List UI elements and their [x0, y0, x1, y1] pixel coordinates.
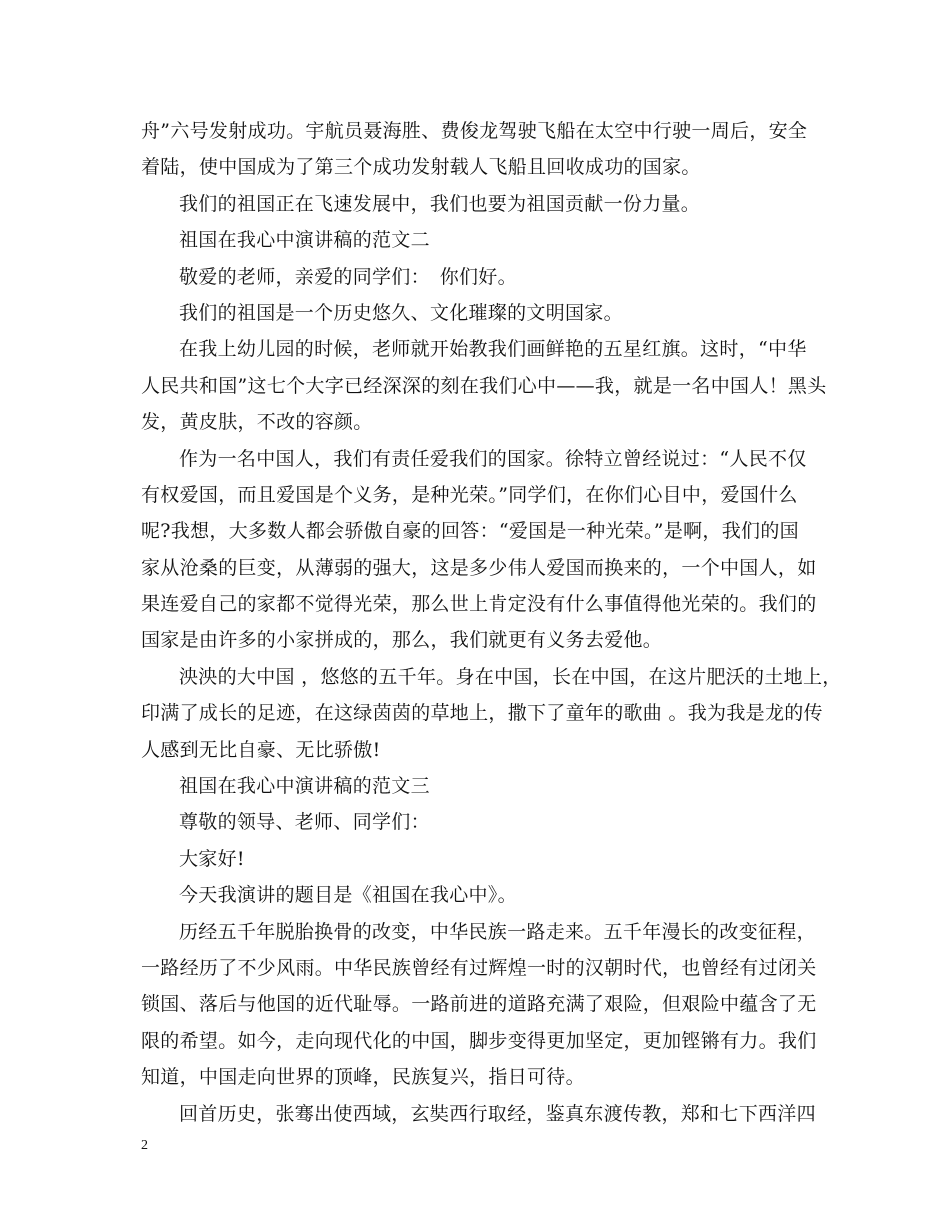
- text-line: 作为一名中国人，我们有责任爱我们的国家。徐特立曾经说过：“人民不仅: [179, 447, 807, 470]
- text-line: 人感到无比自豪、无比骄傲!: [141, 738, 381, 761]
- text-line: 我们的祖国是一个历史悠久、文化璀璨的文明国家。: [179, 301, 623, 324]
- text-line: 国家是由许多的小家拼成的，那么，我们就更有义务去爱他。: [141, 629, 663, 652]
- text-line: 回首历史，张骞出使西域，玄奘西行取经，鉴真东渡传教，郑和七下西洋四: [179, 1102, 816, 1125]
- text-line: 发，黄皮肤，不改的容颜。: [141, 411, 373, 434]
- text-line: 尊敬的领导、老师、同学们：: [179, 811, 430, 834]
- section-heading: 祖国在我心中演讲稿的范文二: [179, 229, 430, 252]
- text-line: 印满了成长的足迹，在这绿茵茵的草地上，撒下了童年的歌曲 。我为我是龙的传: [141, 702, 823, 725]
- text-line: 限的希望。如今，走向现代化的中国，脚步变得更加坚定，更加铿锵有力。我们: [141, 1029, 817, 1052]
- text-line: 大家好!: [179, 847, 245, 870]
- text-line: 我们的祖国正在飞速发展中，我们也要为祖国贡献一份力量。: [179, 192, 701, 215]
- text-line: 呢?我想，大多数人都会骄傲自豪的回答：“爱国是一种光荣。”是啊，我们的国: [141, 520, 799, 543]
- text-line: 历经五千年脱胎换骨的改变，中华民族一路走来。五千年漫长的改变征程，: [179, 920, 816, 943]
- text-line: 舟”六号发射成功。宇航员聂海胜、费俊龙驾驶飞船在太空中行驶一周后，安全: [141, 120, 808, 142]
- text-line: 家从沧桑的巨变，从薄弱的强大，这是多少伟人爱国而换来的，一个中国人，如: [141, 556, 817, 579]
- text-line: 着陆，使中国成为了第三个成功发射载人飞船且回收成功的国家。: [141, 156, 701, 179]
- text-line: 果连爱自己的家都不觉得光荣，那么世上肯定没有什么事值得他光荣的。我们的: [141, 593, 817, 616]
- text-line: 一路经历了不少风雨。中华民族曾经有过辉煌一时的汉朝时代，也曾经有过闭关: [141, 956, 817, 979]
- text-line: 敬爱的老师，亲爱的同学们： 你们好。: [179, 265, 517, 288]
- text-line: 人民共和国”这七个大字已经深深的刻在我们心中——我，就是一名中国人！黑头: [141, 374, 827, 397]
- document-body: [141, 113, 842, 1132]
- text-line: 知道，中国走向世界的顶峰，民族复兴，指日可待。: [141, 1066, 585, 1089]
- text-line: 在我上幼儿园的时候，老师就开始教我们画鲜艳的五星红旗。这时，“中华: [179, 338, 807, 361]
- section-heading: 祖国在我心中演讲稿的范文三: [179, 775, 430, 798]
- page-number: 2: [141, 1138, 148, 1153]
- text-line: 有权爱国，而且爱国是个义务，是种光荣。”同学们，在你们心目中，爱国什么: [141, 483, 798, 506]
- text-line: 锁国、落后与他国的近代耻辱。一路前进的道路充满了艰险，但艰险中蕴含了无: [141, 993, 817, 1016]
- text-line: 泱泱的大中国 ，悠悠的五千年。身在中国，长在中国，在这片肥沃的土地上，: [179, 665, 842, 688]
- text-line: 今天我演讲的题目是《祖国在我心中》。: [179, 884, 517, 907]
